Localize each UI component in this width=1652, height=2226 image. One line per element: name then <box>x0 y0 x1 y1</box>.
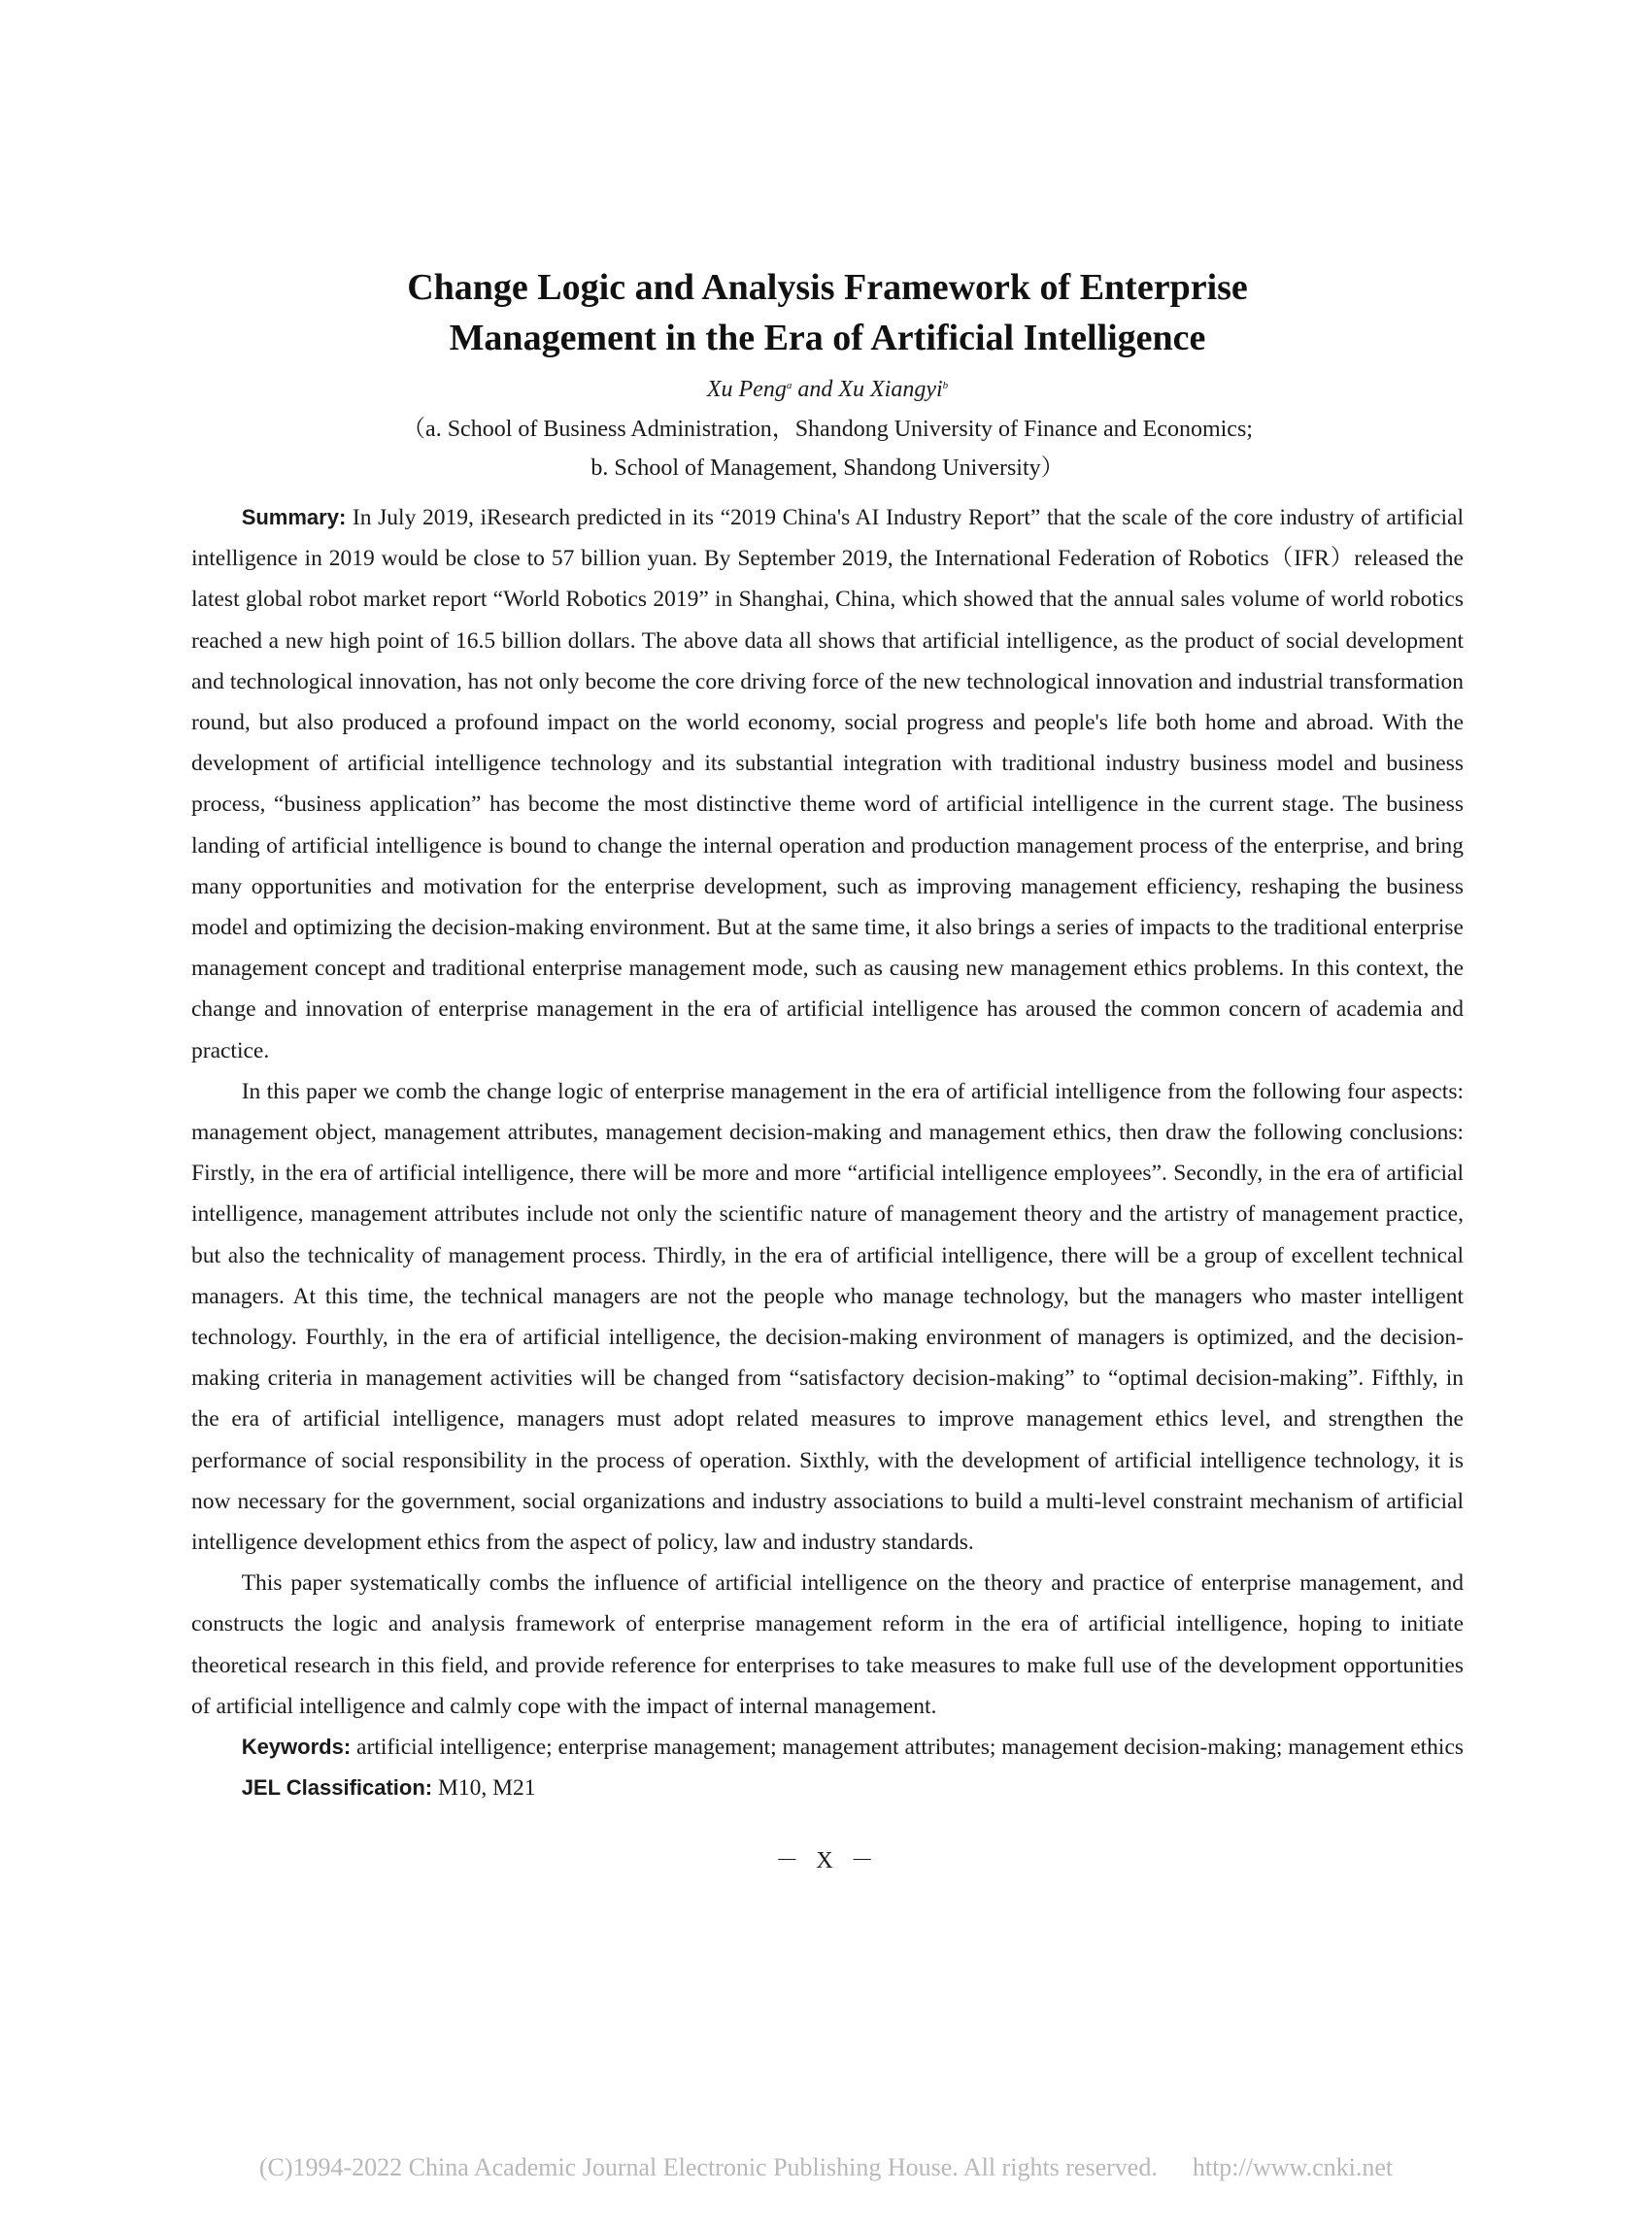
author-a-mark: a <box>786 380 792 391</box>
footer-url: http://www.cnki.net <box>1192 2153 1394 2181</box>
jel-text: M10, M21 <box>432 1775 536 1802</box>
author-line <box>191 373 1464 406</box>
affiliation-2: b. School of Management, Shandong University） <box>590 455 1064 481</box>
keywords-paragraph <box>191 1727 1464 1768</box>
title-line-2: Management in the Era of Artificial Intelligence <box>449 318 1206 358</box>
author-b-mark: b <box>942 380 949 391</box>
author-a: Xu Peng <box>706 377 787 402</box>
author-b: Xu Xiangyi <box>838 377 943 402</box>
paper-page <box>191 262 1464 1874</box>
jel-label: JEL Classification: <box>241 1775 433 1801</box>
title-line-1: Change Logic and Analysis Framework of Enterprise <box>407 267 1248 308</box>
keywords-text: artificial intelligence; enterprise management; management attributes; management decision-making; management ethics <box>351 1735 1465 1761</box>
page-number: － X － <box>775 1847 880 1873</box>
author-joiner: and <box>792 377 839 402</box>
keywords-label: Keywords: <box>241 1735 352 1760</box>
affiliation-1: （a. School of Business Administration，Shandong University of Finance and Economics; <box>402 417 1253 442</box>
jel-paragraph <box>191 1768 1464 1808</box>
paper-title <box>191 262 1464 363</box>
copyright-text: (C)1994-2022 China Academic Journal Electronic Publishing House. All rights reserved. <box>258 2153 1158 2181</box>
body-paragraph-2: In this paper we comb the change logic of enterprise management in the era of artificial intelligence from the following four aspects: management object, management attributes, management decision-making and management ethics, then draw the following conclusions: Firstly, in the era of artificial intelligence, there will be more and more “artificial intelligence employees”. Secondly, in the era of artificial intelligence, management attributes include not only the scientific nature of management theory and the artistry of management practice, but also the technicality of management process. Thirdly, in the era of artificial intelligence, there will be a group of excellent technical managers. At this time, the technical managers are not the people who manage technology, but the managers who master intelligent technology. Fourthly, in the era of artificial intelligence, the decision-making environment of managers is optimized, and the decision-making criteria in management activities will be changed from “satisfactory decision-making” to “optimal decision-making”. Fifthly, in the era of artificial intelligence, managers must adopt related measures to improve management ethics level, and strengthen the performance of social responsibility in the process of operation. Sixthly, with the development of artificial intelligence technology, it is now necessary for the government, social organizations and industry associations to build a multi-level constraint mechanism of artificial intelligence development ethics from the aspect of policy, law and industry standards. <box>191 1078 1464 1556</box>
summary-label: Summary: <box>241 505 347 529</box>
summary-paragraph <box>191 497 1464 1071</box>
body-paragraph-3: This paper systematically combs the influence of artificial intelligence on the theory and practice of enterprise management, and constructs the logic and analysis framework of enterprise management reform in the era of artificial intelligence, hoping to initiate theoretical research in this field, and provide reference for enterprises to take measures to make full use of the development opportunities of artificial intelligence and calmly cope with the impact of internal management. <box>191 1570 1464 1719</box>
copyright-footer <box>0 2153 1652 2182</box>
summary-text: In July 2019, iResearch predicted in its “2019 China's AI Industry Report” that the scale of the core industry of artificial intelligence in 2019 would be close to 57 billion yuan. By September 2019, the International Federation of Robotics（IFR）released the latest global robot market report “World Robotics 2019” in Shanghai, China, which showed that the annual sales volume of world robotics reached a new high point of 16.5 billion dollars. The above data all shows that artificial intelligence, as the product of social development and technological innovation, has not only become the core driving force of the new technological innovation and industrial transformation round, but also produced a profound impact on the world economy, social progress and people's life both home and abroad. With the development of artificial intelligence technology and its substantial integration with traditional industry business model and business process, “business application” has become the most distinctive theme word of artificial intelligence in the current stage. The business landing of artificial intelligence is bound to change the internal operation and production management process of the enterprise, and bring many opportunities and motivation for the enterprise development, such as improving management efficiency, reshaping the business model and optimizing the decision-making environment. But at the same time, it also brings a series of impacts to the traditional enterprise management concept and traditional enterprise management mode, such as causing new management ethics problems. In this context, the change and innovation of enterprise management in the era of artificial intelligence has aroused the common concern of academia and practice. <box>191 505 1464 1063</box>
affiliations <box>191 410 1464 488</box>
